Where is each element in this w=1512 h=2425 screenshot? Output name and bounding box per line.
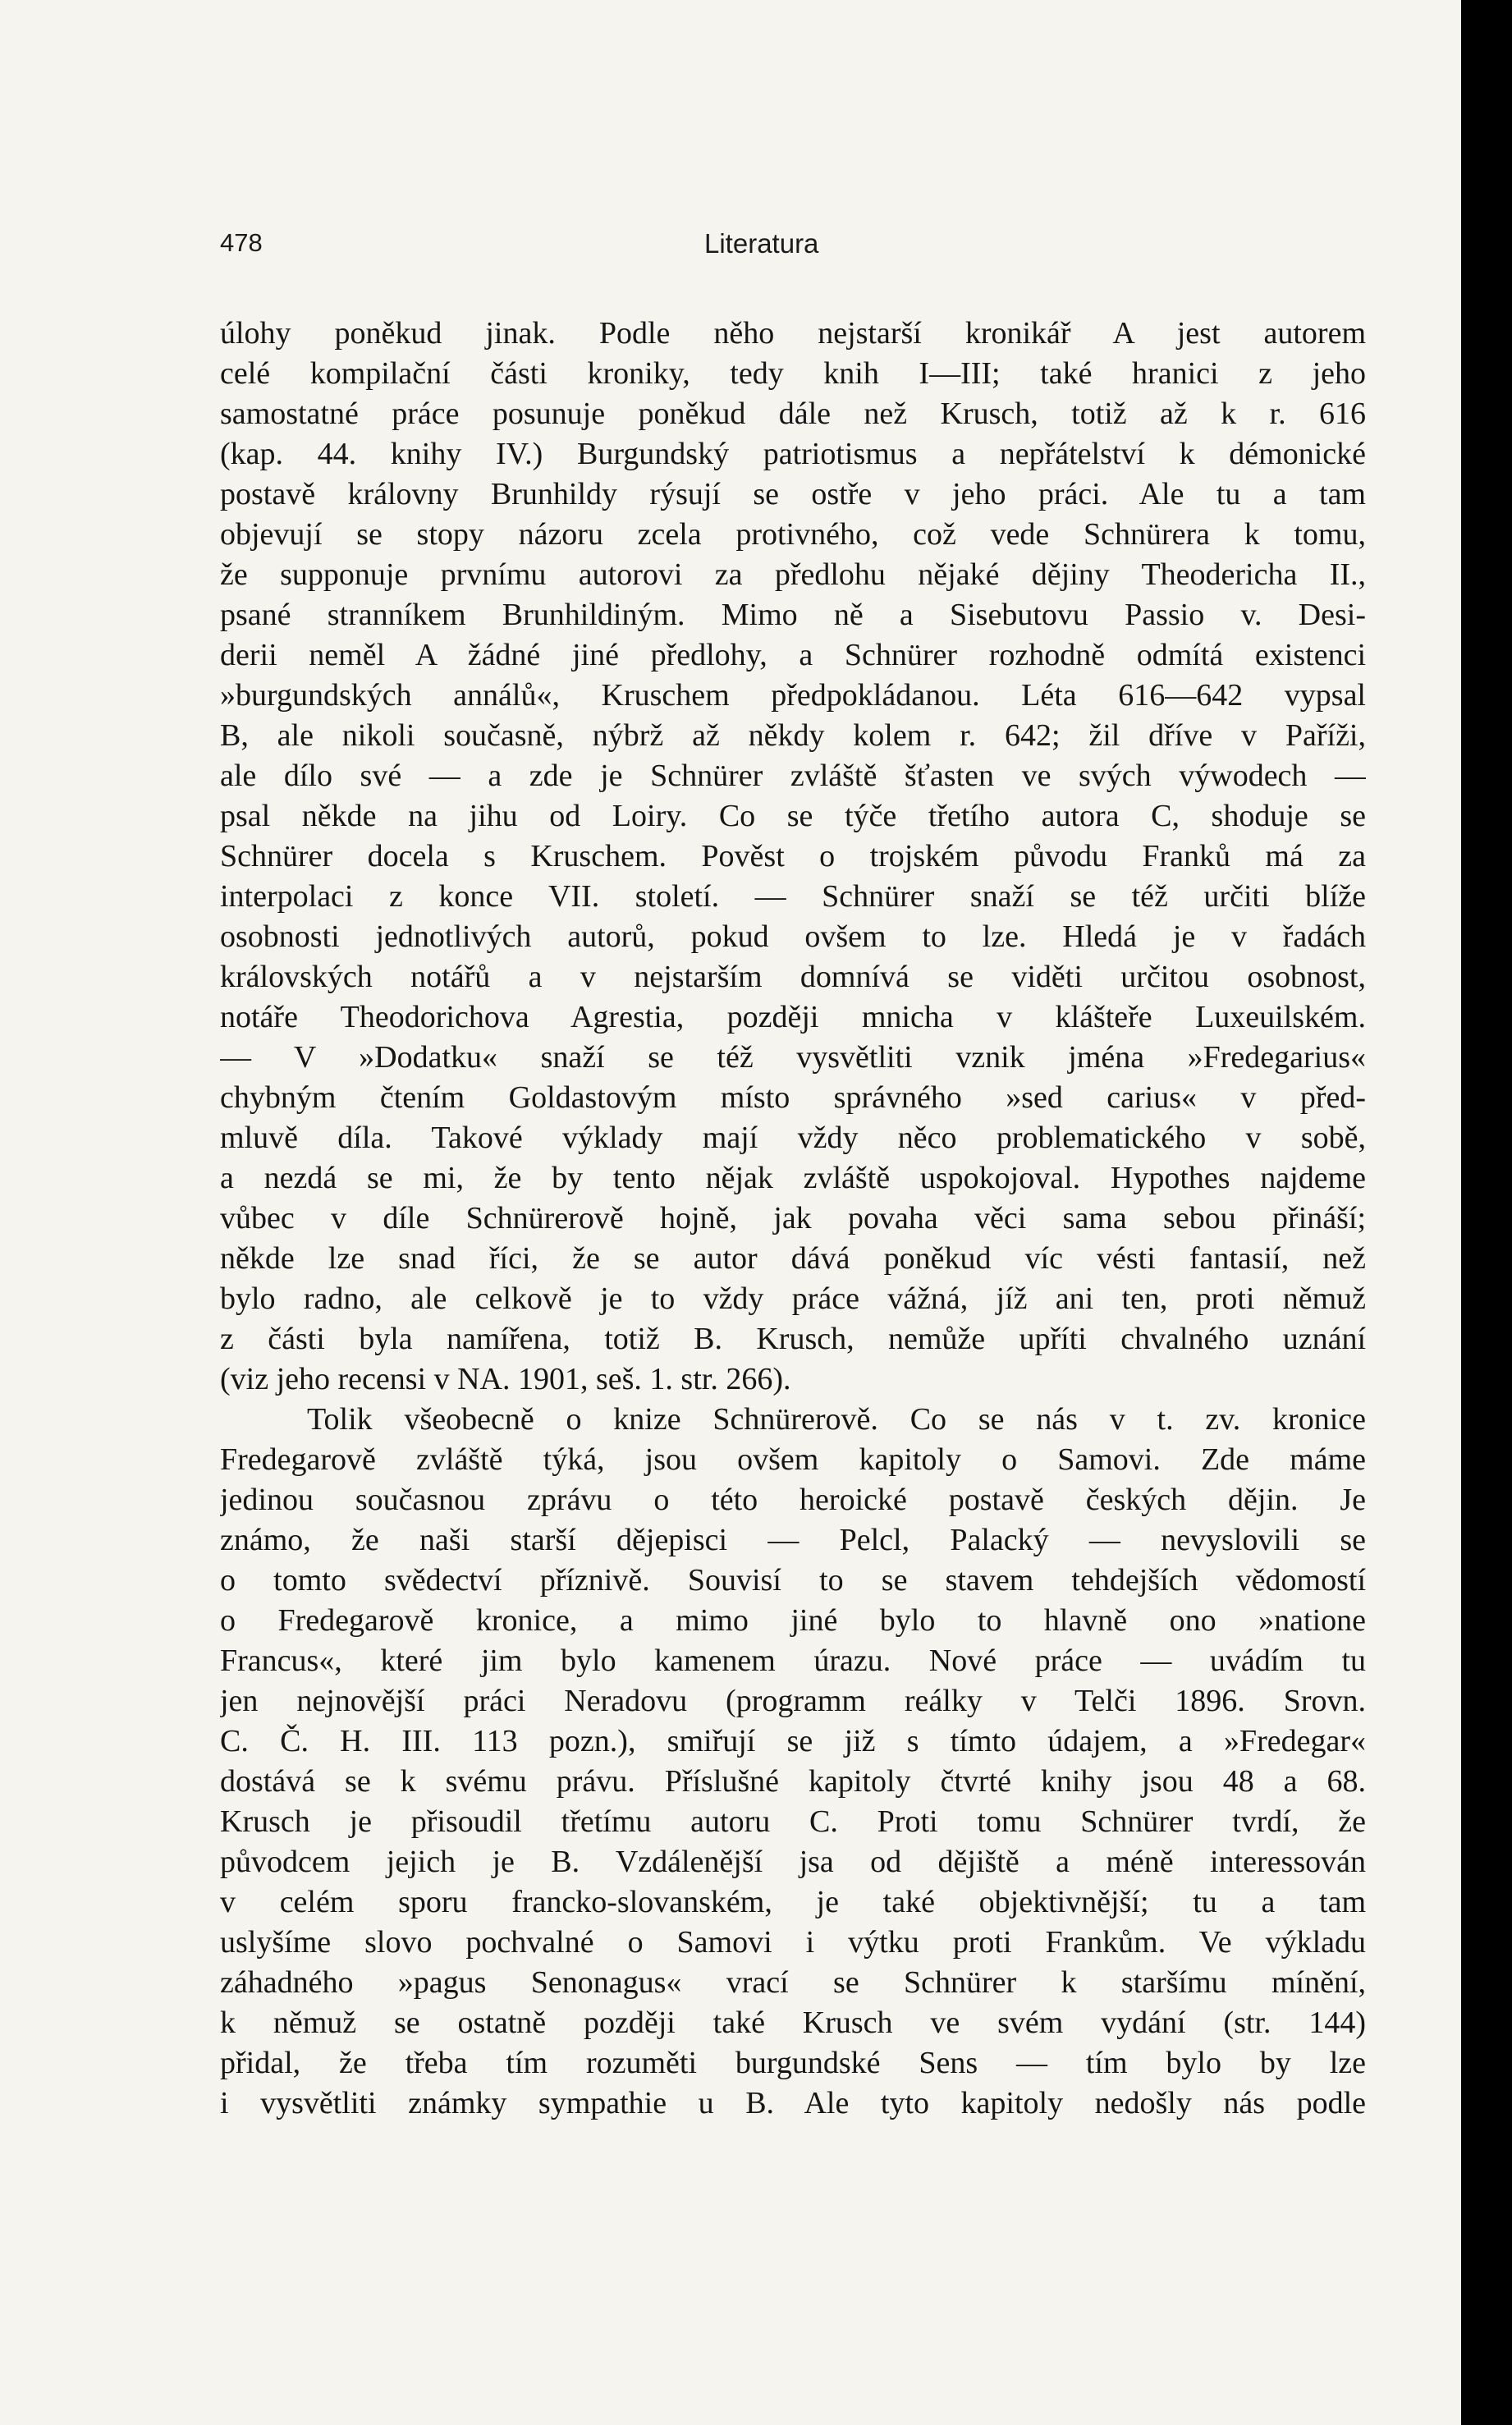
text-line: (viz jeho recensi v NA. 1901, seš. 1. str. 266). [220,1362,791,1396]
text-line: B, ale nikoli současně, nýbrž až někdy kolem r. 642; žil dříve v Paříži, [220,718,1366,753]
text-line: o tomto svědectví příznivě. Souvisí to se stavem tehdejších vědomostí [220,1563,1366,1598]
text-line: postavě královny Brunhildy rýsují se ostře v jeho práci. Ale tu a tam [220,477,1366,511]
text-line: notáře Theodorichova Agrestia, později mnicha v klášteře Luxeuilském. [220,1000,1366,1034]
text-line: uslyšíme slovo pochvalné o Samovi i výtku proti Frankům. Ve výkladu [220,1925,1366,1960]
text-line: osobnosti jednotlivých autorů, pokud ovšem to lze. Hledá je v řadách [220,919,1366,954]
text-line: bylo radno, ale celkově je to vždy práce vážná, jíž ani ten, proti němuž [220,1281,1366,1316]
text-line: Francus«, které jim bylo kamenem úrazu. Nové práce — uvádím tu [220,1643,1366,1678]
text-line: psané stranníkem Brunhildiným. Mimo ně a Sisebutovu Passio v. Desi- [220,598,1366,632]
text-line: samostatné práce posunuje poněkud dále než Krusch, totiž až k r. 616 [220,397,1366,431]
text-line: mluvě díla. Takové výklady mají vždy něco problematického v sobě, [220,1121,1366,1155]
text-line: — V »Dodatku« snaží se též vysvětliti vznik jména »Fredegarius« [220,1040,1366,1075]
text-line: jen nejnovější práci Neradovu (programm reálky v Telči 1896. Srovn. [220,1684,1366,1718]
text-line: Tolik všeobecně o knize Schnürerově. Co se nás v t. zv. kronice [307,1402,1366,1437]
text-line: známo, že naši starší dějepisci — Pelcl, Palacký — nevyslovili se [220,1523,1366,1557]
text-line: interpolaci z konce VII. století. — Schnürer snaží se též určiti blíže [220,879,1366,914]
text-line: původcem jejich je B. Vzdálenější jsa od dějiště a méně interessován [220,1845,1366,1879]
text-line: z části byla namířena, totiž B. Krusch, nemůže upříti chvalného uznání [220,1322,1366,1356]
body-text [220,314,1366,2124]
text-line: Krusch je přisoudil třetímu autoru C. Proti tomu Schnürer tvrdí, že [220,1804,1366,1839]
text-line: že supponuje prvnímu autorovi za předlohu nějaké dějiny Theodericha II., [220,557,1366,592]
text-line: C. Č. H. III. 113 pozn.), smiřují se již s tímto údajem, a »Fredegar« [220,1724,1366,1758]
text-line: celé kompilační části kroniky, tedy knih I—III; také hranici z jeho [220,356,1366,391]
scan-edge [1461,0,1512,2425]
text-line: chybným čtením Goldastovým místo správného »sed carius« v před- [220,1080,1366,1115]
text-line: někde lze snad říci, že se autor dává poněkud víc vésti fantasií, než [220,1241,1366,1276]
text-line: (kap. 44. knihy IV.) Burgundský patriotismus a nepřátelství k démonické [220,437,1366,471]
text-line: královských notářů a v nejstarším domnívá se viděti určitou osobnost, [220,960,1366,994]
text-line: psal někde na jihu od Loiry. Co se týče třetího autora C, shoduje se [220,799,1366,833]
text-line: i vysvětliti známky sympathie u B. Ale tyto kapitoly nedošly nás podle [220,2086,1366,2120]
text-line: objevují se stopy názoru zcela protivného, což vede Schnürera k tomu, [220,517,1366,552]
text-line: přidal, že třeba tím rozuměti burgundské Sens — tím bylo by lze [220,2046,1366,2080]
page-header [220,228,1368,269]
text-line: záhadného »pagus Senonagus« vrací se Schnürer k staršímu mínění, [220,1965,1366,2000]
text-line: Fredegarově zvláště týká, jsou ovšem kapitoly o Samovi. Zde máme [220,1442,1366,1477]
text-line: vůbec v díle Schnürerově hojně, jak povaha věci sama sebou přináší; [220,1201,1366,1235]
text-line: ale dílo své — a zde je Schnürer zvláště šťasten ve svých výwodech — [220,759,1366,793]
text-line: a nezdá se mi, že by tento nějak zvláště uspokojoval. Hypothes najdeme [220,1161,1366,1195]
text-line: úlohy poněkud jinak. Podle něho nejstarší kronikář A jest autorem [220,316,1366,351]
page-number: 478 [220,228,263,257]
text-line: »burgundských annálů«, Kruschem předpokládanou. Léta 616—642 vypsal [220,678,1366,713]
text-line: derii neměl A žádné jiné předlohy, a Schnürer rozhodně odmítá existenci [220,638,1366,672]
text-line: k němuž se ostatně později také Krusch ve svém vydání (str. 144) [220,2006,1366,2040]
text-line: v celém sporu francko-slovanském, je také objektivnější; tu a tam [220,1885,1366,1919]
running-title: Literatura [704,228,819,259]
text-line: dostává se k svému právu. Příslušné kapitoly čtvrté knihy jsou 48 a 68. [220,1764,1366,1799]
text-line: Schnürer docela s Kruschem. Pověst o trojském původu Franků má za [220,839,1366,873]
text-line: o Fredegarově kronice, a mimo jiné bylo to hlavně ono »natione [220,1603,1366,1638]
text-line: jedinou současnou zprávu o této heroické postavě českých dějin. Je [220,1483,1366,1517]
